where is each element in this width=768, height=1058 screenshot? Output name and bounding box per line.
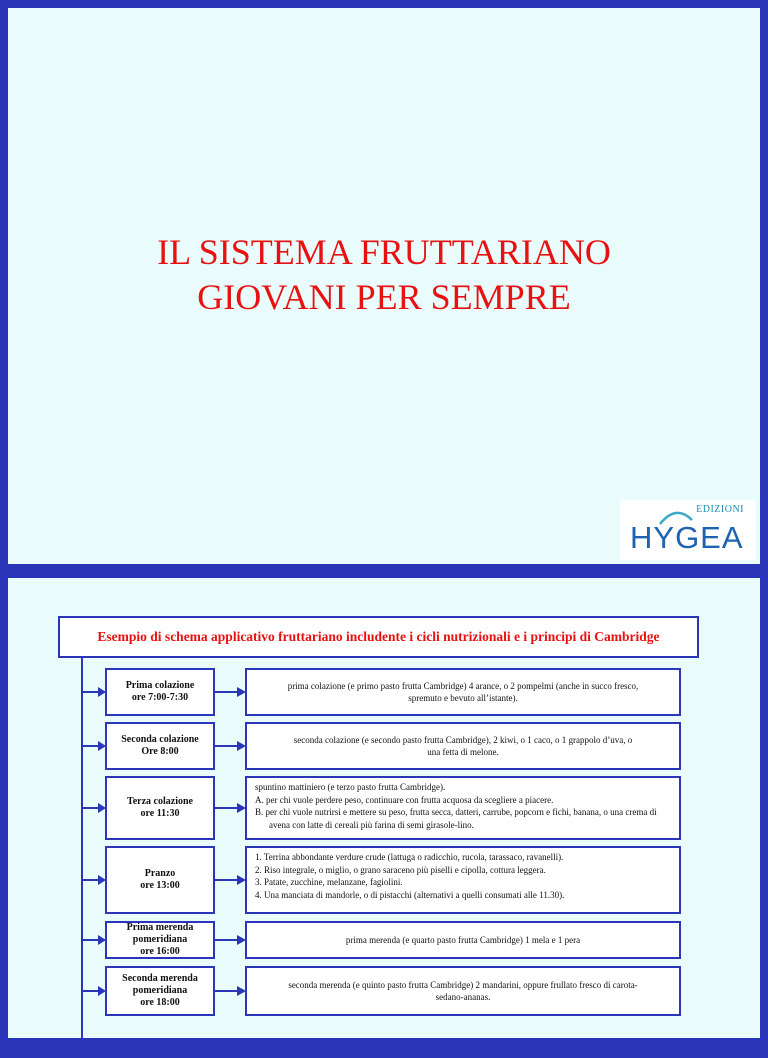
arrow-right-icon [215, 802, 246, 814]
meal-time-label-line: Seconda colazione [121, 734, 199, 745]
meal-description-line: sedano-ananas. [435, 992, 491, 1002]
meal-time-label-line: ore 18:00 [140, 997, 180, 1008]
meal-description-line: seconda colazione (e secondo pasto frutta Cambridge), 2 kiwi, o 1 caco, o 1 grappolo d’uva, o [293, 734, 633, 745]
meal-description-line: B. per chi vuole nutrirsi e mettere su peso, frutta secca, datteri, carrube, popcorn e fichi, banana, o una crema di avena con latte di cereali più farina di semi girasole-lino. [255, 807, 657, 830]
arrow-right-icon [215, 934, 246, 946]
meal-time-label-line: Seconda merenda [122, 973, 198, 984]
slide-title-line1: IL SISTEMA FRUTTARIANO [157, 232, 611, 272]
meal-description [245, 921, 681, 959]
arrow-right-icon [82, 874, 106, 886]
meal-description-line: prima colazione (e primo pasto frutta Cambridge) 4 arance, o 2 pompelmi (anche in succo fresco, [287, 680, 639, 691]
meal-description-line: spuntino mattiniero (e terzo pasto frutta Cambridge). [255, 782, 446, 792]
meal-description [245, 846, 681, 914]
meal-time-label-line: Prima colazione [125, 680, 195, 691]
meal-description-line: spremuto e bevuto all’istante). [408, 693, 518, 703]
meal-time-label [105, 921, 215, 959]
meal-description-line: 2. Riso integrale, o miglio, o grano saraceno più piselli e cipolla, cottura leggera. [255, 864, 546, 875]
arrow-right-icon [82, 740, 106, 752]
arrow-right-icon [215, 686, 246, 698]
hygea-logo [620, 500, 756, 560]
meal-description [245, 722, 681, 770]
meal-time-label [105, 846, 215, 914]
meal-description [245, 776, 681, 840]
meal-description-line: 4. Una manciata di mandorle, o di pistacchi (alternativi a quelli consumati alle 11.30). [255, 889, 565, 900]
arrow-right-icon [82, 985, 106, 997]
meal-description-line: 3. Patate, zucchine, melanzane, fagiolini. [255, 877, 403, 887]
meal-time-label [105, 966, 215, 1016]
meal-time-label [105, 776, 215, 840]
meal-time-label-line: pomeridiana [132, 934, 188, 945]
meal-time-label-line: Pranzo [144, 868, 176, 879]
meal-time-label-line: Terza colazione [126, 796, 193, 807]
meal-description-line: 1. Terrina abbondante verdure crude (lattuga o radicchio, rucola, tarassaco, ravanelli). [255, 852, 564, 862]
meal-time-label-line: Ore 8:00 [141, 746, 179, 757]
meal-description [245, 668, 681, 716]
meal-time-label [105, 668, 215, 716]
meal-time-label-line: ore 11:30 [140, 808, 180, 819]
schema-heading: Esempio di schema applicativo fruttariano includente i cicli nutrizionali e i principi di Cambridge [58, 616, 699, 658]
title-slide [8, 8, 760, 564]
meal-time-label-line: ore 13:00 [140, 880, 180, 891]
slide-title [8, 230, 760, 320]
arrow-right-icon [215, 985, 246, 997]
connector-line [81, 658, 83, 1058]
arrow-right-icon [82, 934, 106, 946]
meal-description-line: una fetta di melone. [427, 747, 499, 757]
meal-description-line: seconda merenda (e quinto pasto frutta Cambridge) 2 mandarini, oppure frullato fresco di carota- [288, 979, 638, 990]
meal-time-label-line: ore 16:00 [140, 946, 180, 957]
meal-description-line: A. per chi vuole perdere peso, continuare con frutta acquosa da scegliere a piacere. [255, 794, 554, 805]
meal-time-label [105, 722, 215, 770]
meal-time-label-line: ore 7:00-7:30 [131, 692, 189, 703]
slide-title-line2: GIOVANI PER SEMPRE [197, 277, 571, 317]
meal-time-label-line: pomeridiana [132, 985, 188, 996]
logo-hygea: HYGEA [630, 520, 744, 555]
arrow-right-icon [82, 686, 106, 698]
meal-description [245, 966, 681, 1016]
logo-edizioni: EDIZIONI [696, 504, 744, 515]
meal-description-line: prima merenda (e quarto pasto frutta Cambridge) 1 mela e 1 pera [345, 934, 581, 945]
arrow-right-icon [215, 740, 246, 752]
arrow-right-icon [215, 874, 246, 886]
arrow-right-icon [82, 802, 106, 814]
meal-time-label-line: Prima merenda [126, 922, 194, 933]
schema-slide [8, 578, 760, 1038]
